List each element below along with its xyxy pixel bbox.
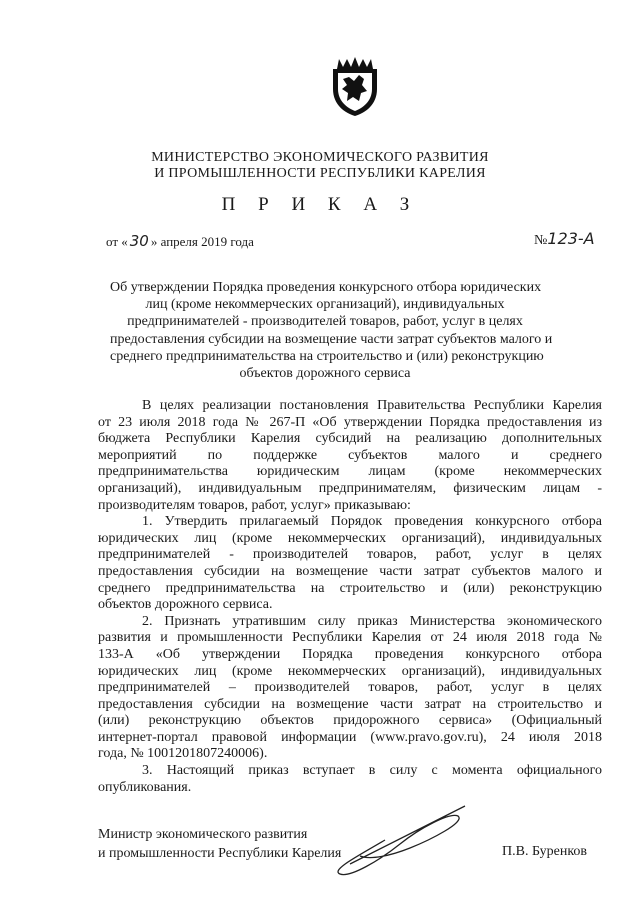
subject-line: объектов дорожного сервиса	[239, 366, 411, 382]
body-line: от 23 июля 2018 года № 267-П «Об утверждении Порядка предоставления из	[98, 414, 602, 430]
subject-line: лиц (кроме некоммерческих организаций), индивидуальных	[145, 297, 505, 313]
body-line: бюджета Республики Карелия субсидий на реализацию дополнительных	[98, 431, 602, 447]
date-prefix: от «	[106, 234, 128, 249]
number-value-handwritten: 123-А	[547, 229, 595, 248]
order-date	[106, 232, 254, 250]
body-line: среднего предпринимательства на строительство и (или) реконструкцию	[98, 580, 602, 596]
body-line: 3. Настоящий приказ вступает в силу с момента официального	[142, 763, 602, 779]
ministry-name-line-2: И ПРОМЫШЛЕННОСТИ РЕСПУБЛИКИ КАРЕЛИЯ	[154, 166, 486, 181]
body-line: развития и промышленности Республики Карелия от 24 июля 2018 года №	[98, 630, 602, 646]
order-number	[534, 229, 595, 249]
body-line: 2. Признать утратившим силу приказ Министерства экономического	[142, 613, 602, 629]
karelia-coat-of-arms-icon	[329, 55, 381, 117]
order-subject	[110, 279, 553, 382]
signatory-position	[98, 825, 341, 863]
body-line: производителям товаров, работ, услуг» приказываю:	[98, 497, 411, 513]
body-line: предпринимательства юридическим лицам (кроме некоммерческих	[98, 464, 602, 480]
body-line: предпринимателей – производителей товаров, работ, услуг в целях	[98, 680, 602, 696]
subject-line: предоставления субсидии на возмещение части затрат субъектов малого и	[110, 331, 553, 347]
date-day-handwritten: 30	[129, 232, 149, 250]
subject-line: предпринимателей - производителей товаров, работ, услуг в целях	[127, 314, 523, 330]
body-line: объектов дорожного сервиса.	[98, 597, 273, 613]
position-line: и промышленности Республики Карелия	[98, 846, 342, 861]
subject-line: среднего предпринимательства на строительство и (или) реконструкцию	[110, 348, 544, 364]
body-line: предпринимателей - производителей товаров, работ, услуг в целях	[98, 547, 602, 563]
body-line: юридических лиц (кроме некоммерческих организаций), индивидуальных	[98, 663, 602, 679]
ministry-name-line-1: МИНИСТЕРСТВО ЭКОНОМИЧЕСКОГО РАЗВИТИЯ	[151, 150, 489, 165]
body-line: опубликования.	[98, 779, 192, 795]
body-line: предоставления субсидии на возмещение части затрат на строительство и	[98, 696, 602, 712]
document-title: П Р И К А З	[221, 194, 419, 215]
position-line: Министр экономического развития	[98, 827, 308, 842]
body-line: предоставления субсидии на возмещение части затрат субъектов малого и	[98, 563, 602, 579]
body-line: (или) реконструкцию объектов придорожного сервиса» (Официальный	[98, 713, 602, 729]
date-suffix: » апреля 2019 года	[150, 234, 254, 249]
body-line: 133-А «Об утверждении Порядка проведения конкурсного отбора	[98, 646, 602, 662]
body-line: 1. Утвердить прилагаемый Порядок проведения конкурсного отбора	[142, 514, 602, 530]
number-prefix: №	[534, 233, 548, 248]
body-line: организаций), индивидуальным предпринимателям, физическим лицам -	[98, 480, 602, 496]
signatory-name: П.В. Буренков	[502, 844, 588, 859]
body-line: мероприятий по поддержке субъектов малого и среднего	[98, 447, 602, 463]
body-line: интернет-портал правовой информации (www.pravo.gov.ru), 24 июля 2018	[98, 729, 602, 745]
order-body	[98, 398, 602, 796]
body-line: года, № 1001201807240006).	[98, 746, 268, 762]
body-line: В целях реализации постановления Правительства Республики Карелия	[142, 398, 602, 413]
body-line: юридических лиц (кроме некоммерческих организаций), индивидуальных	[98, 530, 602, 546]
subject-line: Об утверждении Порядка проведения конкурсного отбора юридических	[110, 280, 542, 295]
